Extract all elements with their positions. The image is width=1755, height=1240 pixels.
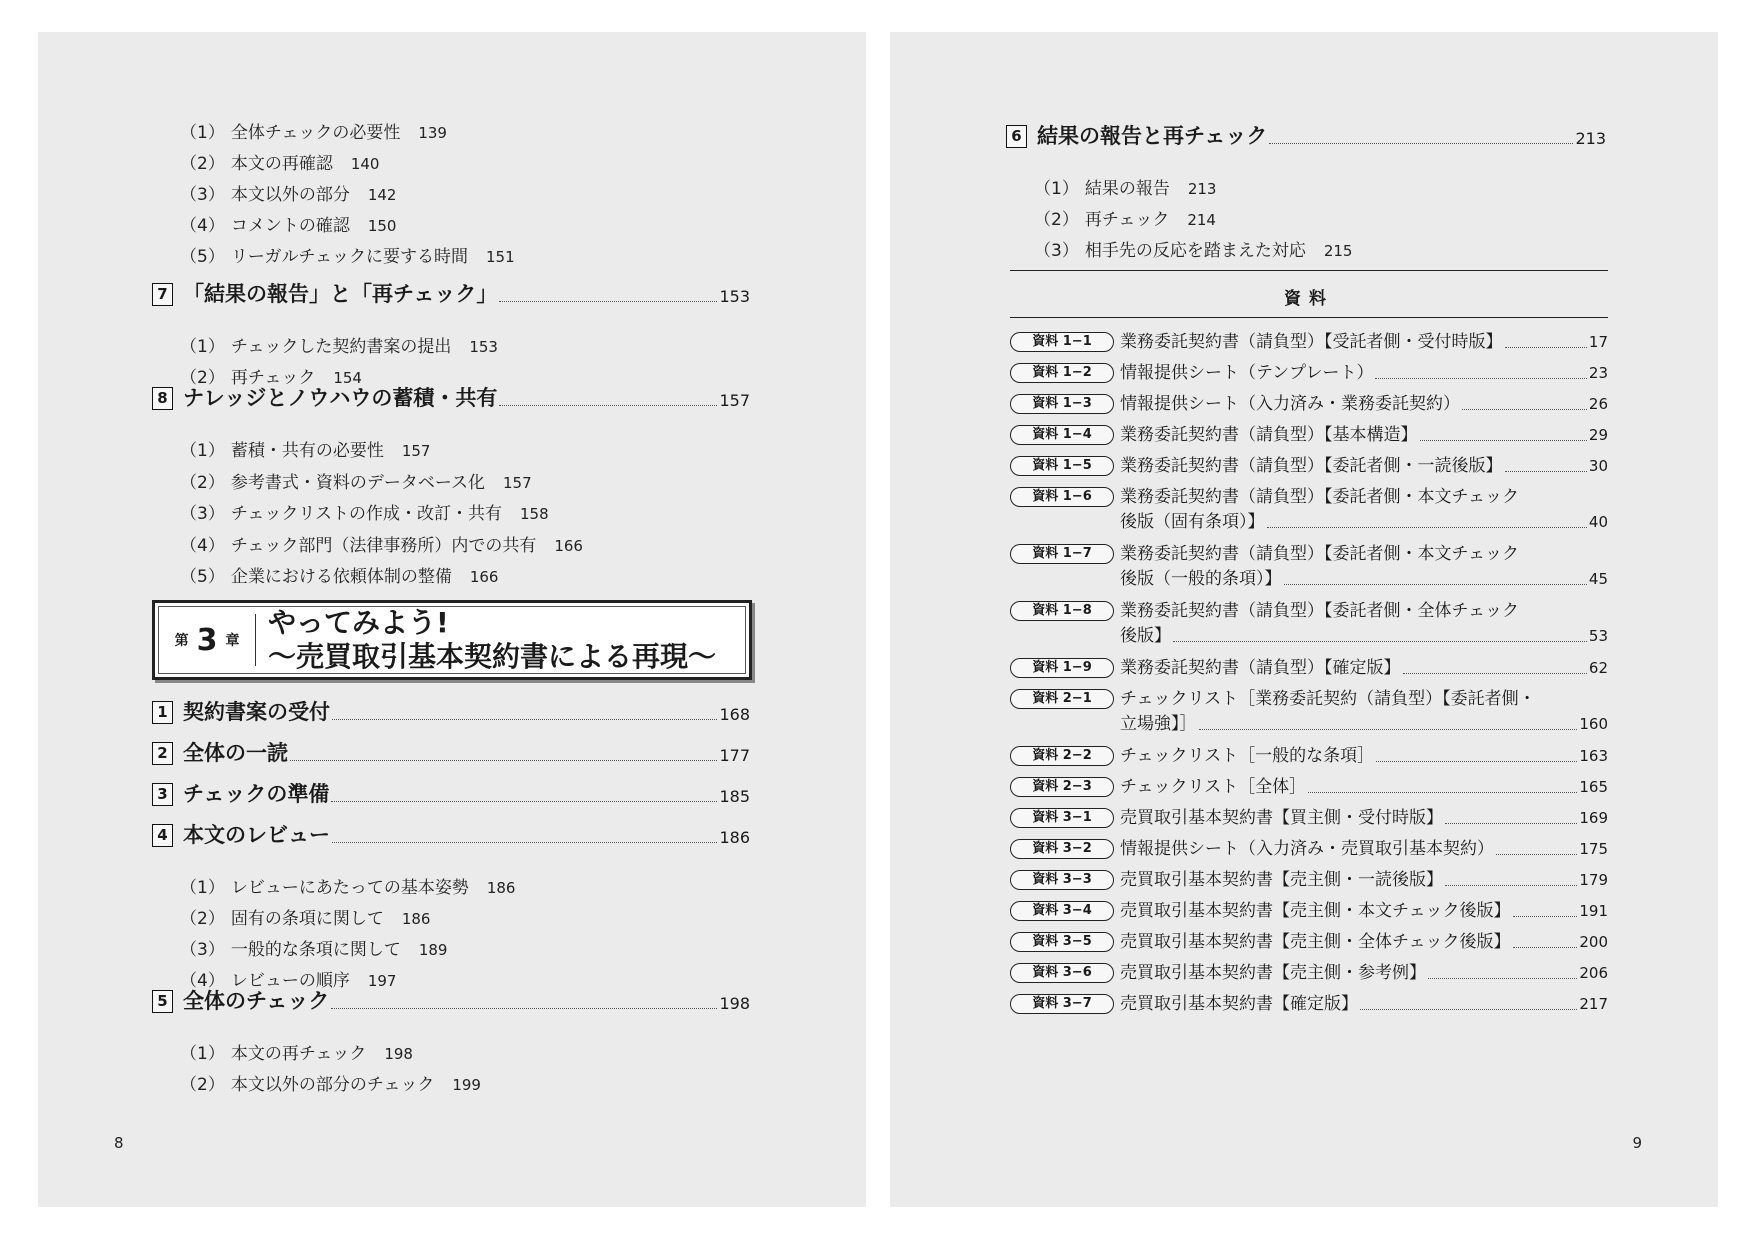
toc-section-7[interactable]: [152, 280, 750, 308]
section-page: 177: [719, 746, 750, 765]
appendix-item[interactable]: 資料 2−1 チェックリスト［業務委託契約（請負型）【委託者側・ 立場強】］ 160: [1010, 687, 1608, 737]
toc-subsection[interactable]: （2） 参考書式・資料のデータベース化 157: [180, 473, 532, 493]
toc-subsection[interactable]: （1） レビューにあたっての基本姿勢 186: [180, 878, 516, 898]
appendix-tag: 資料 1−2: [1010, 363, 1114, 383]
section-number: 3: [152, 783, 173, 806]
appendix-item[interactable]: 資料 3−3 売買取引基本契約書【売主側・一読後版】 179: [1010, 868, 1608, 893]
dot-leader: [1403, 673, 1587, 674]
section-page: 198: [719, 994, 750, 1013]
appendix-tag: 資料 1−3: [1010, 394, 1114, 414]
section-page: 168: [719, 705, 750, 724]
dot-leader: [499, 405, 717, 406]
section-title: 結果の報告と再チェック: [1037, 124, 1268, 148]
toc-subsection[interactable]: （2） 本文以外の部分のチェック 199: [180, 1075, 481, 1095]
section-page: 186: [719, 828, 750, 847]
section-title: ナレッジとノウハウの蓄積・共有: [183, 386, 498, 410]
dot-leader: [1445, 823, 1577, 824]
toc-section-2[interactable]: [152, 739, 750, 767]
toc-subsection[interactable]: （1） チェックした契約書案の提出 153: [180, 337, 498, 357]
toc-subsection[interactable]: （2） 固有の条項に関して 186: [180, 909, 431, 929]
appendix-tag: 資料 2−3: [1010, 777, 1114, 797]
appendix-item[interactable]: 資料 3−2 情報提供シート（入力済み・売買取引基本契約） 175: [1010, 837, 1608, 862]
dot-leader: [1462, 409, 1587, 410]
section-title: チェックの準備: [183, 782, 330, 806]
section-page: 153: [719, 287, 750, 306]
appendix-tag: 資料 2−2: [1010, 746, 1114, 766]
appendix-tag: 資料 3−6: [1010, 963, 1114, 983]
section-number: 4: [152, 824, 173, 847]
dot-leader: [1173, 641, 1587, 642]
right-page: [890, 32, 1718, 1207]
toc-subsection[interactable]: （3） 相手先の反応を踏まえた対応 215: [1034, 241, 1353, 261]
toc-subsection[interactable]: （1） 全体チェックの必要性 139: [180, 123, 447, 143]
toc-subsection[interactable]: （1） 蓄積・共有の必要性 157: [180, 441, 431, 461]
section-number: 1: [152, 701, 173, 724]
section-page: 157: [719, 391, 750, 410]
toc-subsection[interactable]: （5） リーガルチェックに要する時間 151: [180, 247, 515, 267]
appendix-tag: 資料 3−1: [1010, 808, 1114, 828]
appendix-item[interactable]: 資料 1−4 業務委託契約書（請負型）【基本構造】 29: [1010, 423, 1608, 448]
appendix-item[interactable]: 資料 1−2 情報提供シート（テンプレート） 23: [1010, 361, 1608, 386]
page-number: 8: [114, 1134, 124, 1152]
dot-leader: [1505, 347, 1587, 348]
appendix-tag: 資料 3−4: [1010, 901, 1114, 921]
dot-leader: [1496, 854, 1577, 855]
toc-subsection[interactable]: （4） コメントの確認 150: [180, 216, 397, 236]
divider: [1010, 317, 1608, 318]
appendix-item[interactable]: 資料 1−9 業務委託契約書（請負型）【確定版】 62: [1010, 656, 1608, 681]
divider: [1010, 270, 1608, 271]
appendix-item[interactable]: 資料 1−3 情報提供シート（入力済み・業務委託契約） 26: [1010, 392, 1608, 417]
toc-section-4[interactable]: [152, 821, 750, 849]
dot-leader: [1513, 916, 1578, 917]
section-number: 2: [152, 742, 173, 765]
dot-leader: [1505, 471, 1587, 472]
toc-section-5[interactable]: [152, 987, 750, 1015]
appendix-item[interactable]: 資料 2−3 チェックリスト［全体］ 165: [1010, 775, 1608, 800]
toc-subsection[interactable]: （2） 再チェック 154: [180, 368, 362, 388]
toc-subsection[interactable]: （3） 本文以外の部分 142: [180, 185, 397, 205]
toc-section-1[interactable]: [152, 698, 750, 726]
toc-subsection[interactable]: （2） 本文の再確認 140: [180, 154, 380, 174]
dot-leader: [1428, 978, 1577, 979]
appendix-tag: 資料 1−5: [1010, 456, 1114, 476]
chapter-label: 第 3 章: [159, 614, 256, 666]
appendix-item[interactable]: 資料 1−8 業務委託契約書（請負型）【委託者側・全体チェック 後版】 53: [1010, 599, 1608, 649]
toc-section-3[interactable]: [152, 780, 750, 808]
section-title: 全体のチェック: [183, 989, 330, 1013]
section-number: 6: [1006, 125, 1027, 148]
dot-leader: [1376, 761, 1577, 762]
section-number: 5: [152, 990, 173, 1013]
section-page: 185: [719, 787, 750, 806]
section-page: 213: [1575, 129, 1606, 148]
appendix-item[interactable]: 資料 1−7 業務委託契約書（請負型）【委託者側・本文チェック 後版（一般的条項）】 45: [1010, 542, 1608, 592]
appendix-tag: 資料 3−7: [1010, 994, 1114, 1014]
appendix-tag: 資料 3−3: [1010, 870, 1114, 890]
appendix-tag: 資料 1−6: [1010, 487, 1114, 507]
appendix-tag: 資料 1−8: [1010, 601, 1114, 621]
dot-leader: [331, 1008, 717, 1009]
appendix-tag: 資料 3−2: [1010, 839, 1114, 859]
appendix-tag: 資料 1−4: [1010, 425, 1114, 445]
chapter-heading[interactable]: [152, 600, 752, 680]
page-number: 9: [1632, 1134, 1642, 1152]
appendix-tag: 資料 1−1: [1010, 332, 1114, 352]
dot-leader: [1445, 885, 1577, 886]
section-title: 全体の一読: [183, 741, 288, 765]
toc-subsection[interactable]: （2） 再チェック 214: [1034, 210, 1216, 230]
appendix-tag: 資料 3−5: [1010, 932, 1114, 952]
dot-leader: [1199, 729, 1578, 730]
section-title: 「結果の報告」と「再チェック」: [183, 282, 498, 306]
section-title: 契約書案の受付: [183, 700, 330, 724]
dot-leader: [332, 842, 717, 843]
appendix-item[interactable]: 資料 1−6 業務委託契約書（請負型）【委託者側・本文チェック 後版（固有条項）】 40: [1010, 485, 1608, 535]
appendix-item[interactable]: 資料 1−1 業務委託契約書（請負型）【受託者側・受付時版】 17: [1010, 330, 1608, 355]
appendix-item[interactable]: 資料 3−1 売買取引基本契約書【買主側・受付時版】 169: [1010, 806, 1608, 831]
appendix-item[interactable]: 資料 2−2 チェックリスト［一般的な条項］ 163: [1010, 744, 1608, 769]
appendix-tag: 資料 1−9: [1010, 658, 1114, 678]
dot-leader: [1360, 1009, 1577, 1010]
toc-subsection[interactable]: （3） 一般的な条項に関して 189: [180, 940, 448, 960]
dot-leader: [332, 719, 717, 720]
section-title: 本文のレビュー: [183, 823, 330, 847]
chapter-title: やってみよう! ～売買取引基本契約書による再現～: [268, 606, 717, 673]
dot-leader: [499, 301, 717, 302]
dot-leader: [331, 801, 717, 802]
toc-subsection[interactable]: （1） 結果の報告 213: [1034, 179, 1217, 199]
dot-leader: [290, 760, 717, 761]
toc-subsection[interactable]: （3） チェックリストの作成・改訂・共有 158: [180, 504, 549, 524]
dot-leader: [1308, 792, 1577, 793]
left-page: [38, 32, 866, 1207]
toc-section-6[interactable]: [1006, 122, 1606, 150]
appendix-heading: 資料: [1284, 289, 1334, 309]
dot-leader: [1420, 440, 1587, 441]
appendix-item[interactable]: 資料 1−5 業務委託契約書（請負型）【委託者側・一読後版】 30: [1010, 454, 1608, 479]
appendix-tag: 資料 2−1: [1010, 689, 1114, 709]
toc-subsection[interactable]: （5） 企業における依頼体制の整備 166: [180, 567, 499, 587]
appendix-item[interactable]: 資料 3−5 売買取引基本契約書【売主側・全体チェック後版】 200: [1010, 930, 1608, 955]
appendix-tag: 資料 1−7: [1010, 544, 1114, 564]
dot-leader: [1267, 527, 1587, 528]
section-number: 8: [152, 387, 173, 410]
dot-leader: [1375, 378, 1586, 379]
dot-leader: [1513, 947, 1578, 948]
section-number: 7: [152, 283, 173, 306]
toc-subsection[interactable]: （1） 本文の再チェック 198: [180, 1044, 413, 1064]
appendix-item[interactable]: 資料 3−4 売買取引基本契約書【売主側・本文チェック後版】 191: [1010, 899, 1608, 924]
toc-subsection[interactable]: （4） チェック部門（法律事務所）内での共有 166: [180, 536, 583, 556]
toc-section-8[interactable]: [152, 384, 750, 412]
dot-leader: [1284, 584, 1587, 585]
chapter-number: 3: [196, 622, 218, 658]
appendix-item[interactable]: 資料 3−6 売買取引基本契約書【売主側・参考例】 206: [1010, 961, 1608, 986]
appendix-item[interactable]: 資料 3−7 売買取引基本契約書【確定版】 217: [1010, 992, 1608, 1017]
dot-leader: [1269, 143, 1573, 144]
toc-subsection[interactable]: （4） レビューの順序 197: [180, 971, 397, 991]
